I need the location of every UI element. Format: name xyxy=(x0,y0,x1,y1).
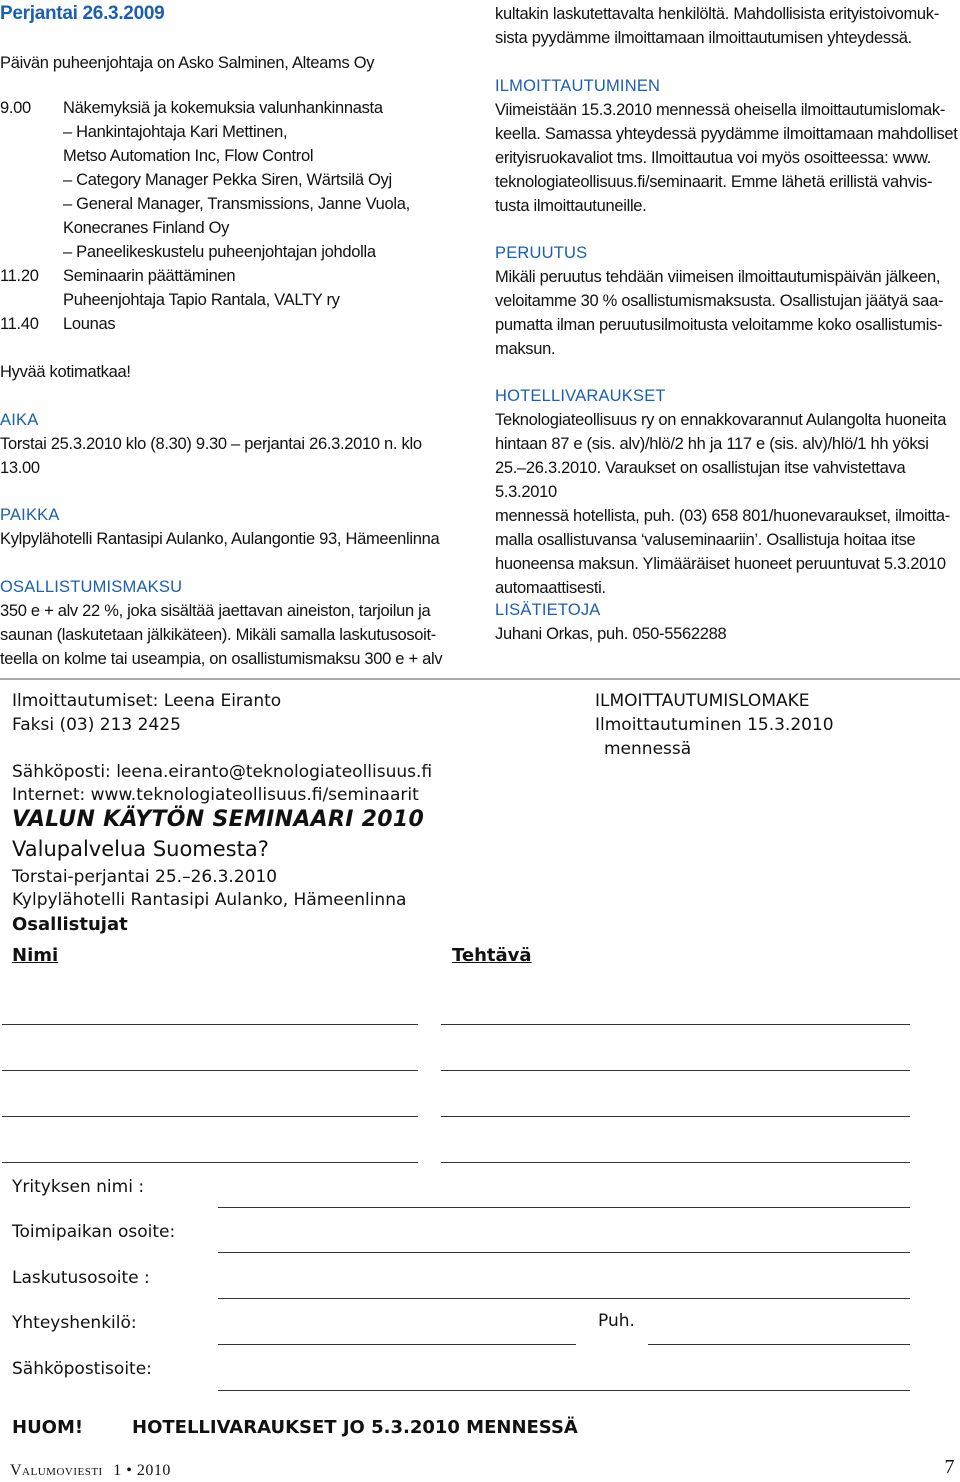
participant-role-line[interactable] xyxy=(441,1070,910,1071)
hot-line: automaattisesti. xyxy=(495,579,606,597)
maksu-line: 350 e + alv 22 %, joka sisältää jaettavan aineiston, tarjoilun ja xyxy=(0,602,431,620)
ilm-line: tusta ilmoittautuneille. xyxy=(495,197,647,215)
per-line: maksun. xyxy=(495,340,556,358)
intro-line: kultakin laskutettavalta henkilöltä. Mahdollisista erityistoivomuk- xyxy=(495,5,939,23)
form-box-title: ILMOITTAUTUMISLOMAKE xyxy=(595,691,810,711)
page-number: 7 xyxy=(944,1456,955,1478)
ilm-line: teknologiateollisuus.fi/seminaarit. Emme lähetä erillistä vahvis- xyxy=(495,173,933,191)
schedule-item xyxy=(0,96,470,264)
ilm-line: Viimeistään 15.3.2010 mennessä oheisella ilmoittautumislomak- xyxy=(495,101,946,119)
maksu-line: saunan (laskutetaan jälkikäteen). Mikäli samalla laskutusosoit- xyxy=(0,626,436,644)
aika-line: Torstai 25.3.2010 klo (8.30) 9.30 – perjantai 26.3.2010 n. klo xyxy=(0,435,422,453)
hot-line: huoneensa maksun. Ylimääräiset huoneet peruuntuvat 5.3.2010 xyxy=(495,555,946,573)
schedule-line: Puheenjohtaja Tapio Rantala, VALTY ry xyxy=(63,291,340,309)
address-label: Toimipaikan osoite: xyxy=(12,1222,176,1242)
publication-issue: 1 • 2010 xyxy=(113,1462,171,1479)
hotellivaraukset-heading: HOTELLIVARAUKSET xyxy=(495,387,666,405)
aika-line: 13.00 xyxy=(0,459,40,477)
ilm-line: keella. Samassa yhteydessä pyydämme ilmoittamaan mahdolliset xyxy=(495,125,958,143)
form-box-deadline-2: mennessä xyxy=(604,739,692,759)
hot-line: 25.–26.3.2010. Varaukset on osallistujan itse vahvistettava 5.3.2010 xyxy=(495,459,906,501)
contact-name: Ilmoittautumiset: Leena Eiranto xyxy=(12,691,282,711)
schedule-line: Metso Automation Inc, Flow Control xyxy=(63,147,314,165)
contact-email: Sähköposti: leena.eiranto@teknologiateollisuus.fi xyxy=(12,762,433,782)
maksu-text xyxy=(0,599,470,671)
seminar-dates: Torstai-perjantai 25.–26.3.2010 xyxy=(12,867,278,887)
contact-person-label: Yhteyshenkilö: xyxy=(12,1313,137,1333)
participant-name-line[interactable] xyxy=(2,1116,418,1117)
maksu-heading: OSALLISTUMISMAKSU xyxy=(0,578,183,596)
billing-input-line[interactable] xyxy=(218,1298,910,1299)
schedule-item xyxy=(0,264,470,312)
note-text: HOTELLIVARAUKSET JO 5.3.2010 MENNESSÄ xyxy=(132,1417,578,1438)
ilmoittautuminen-text xyxy=(495,98,960,218)
schedule-line: Lounas xyxy=(63,315,116,333)
participant-name-line[interactable] xyxy=(2,1070,418,1071)
paikka-text: Kylpylähotelli Rantasipi Aulanko, Aulangontie 93, Hämeenlinna xyxy=(0,530,440,548)
aika-heading: AIKA xyxy=(0,411,39,429)
company-label: Yrityksen nimi : xyxy=(12,1177,145,1197)
schedule-line: Konecranes Finland Oy xyxy=(63,219,230,237)
role-column-header: Tehtävä xyxy=(452,945,532,966)
note-label: HUOM! xyxy=(12,1417,84,1438)
lisatietoja-heading: LISÄTIETOJA xyxy=(495,601,601,619)
intro-text xyxy=(495,2,960,50)
schedule-time: 11.20 xyxy=(0,267,39,285)
peruutus-text xyxy=(495,265,960,361)
participants-label: Osallistujat xyxy=(12,914,128,935)
schedule-time: 11.40 xyxy=(0,315,39,333)
per-line: Mikäli peruutus tehdään viimeisen ilmoittautumispäivän jälkeen, xyxy=(495,268,941,286)
maksu-line: teella on kolme tai useampia, on osallistumismaksu 300 e + alv xyxy=(0,650,443,668)
paikka-heading: PAIKKA xyxy=(0,506,60,524)
participant-name-line[interactable] xyxy=(2,1162,418,1163)
seminar-title: VALUN KÄYTÖN SEMINAARI 2010 xyxy=(12,807,425,832)
billing-label: Laskutusosoite : xyxy=(12,1268,150,1288)
schedule-body xyxy=(63,96,470,264)
contact-fax: Faksi (03) 213 2425 xyxy=(12,715,181,735)
seminar-venue: Kylpylähotelli Rantasipi Aulanko, Hämeenlinna xyxy=(12,890,407,910)
hot-line: Teknologiateollisuus ry on ennakkovarannut Aulangolta huoneita xyxy=(495,411,947,429)
participant-role-line[interactable] xyxy=(441,1024,910,1025)
participant-name-line[interactable] xyxy=(2,1024,418,1025)
peruutus-heading: PERUUTUS xyxy=(495,244,588,262)
schedule-body xyxy=(63,312,470,336)
seminar-subtitle: Valupalvelua Suomesta? xyxy=(12,837,269,861)
closing-text: Hyvää kotimatkaa! xyxy=(0,363,131,381)
hot-line: mennessä hotellista, puh. (03) 658 801/huonevaraukset, ilmoitta- xyxy=(495,507,950,525)
intro-line: sista pyydämme ilmoittamaan ilmoittautumisen yhteydessä. xyxy=(495,29,912,47)
section-divider xyxy=(0,678,960,680)
footer xyxy=(10,1456,955,1480)
chair-line: Päivän puheenjohtaja on Asko Salminen, Alteams Oy xyxy=(0,54,375,72)
company-input-line[interactable] xyxy=(218,1207,910,1208)
form-box-deadline: Ilmoittautuminen 15.3.2010 xyxy=(595,715,834,735)
email-label: Sähköpostisoite: xyxy=(12,1359,152,1379)
hotellivaraukset-text xyxy=(495,408,960,600)
participant-role-line[interactable] xyxy=(441,1116,910,1117)
schedule-line: Näkemyksiä ja kokemuksia valunhankinnasta xyxy=(63,99,383,117)
schedule-time: 9.00 xyxy=(0,99,31,117)
ilmoittautuminen-heading: ILMOITTAUTUMINEN xyxy=(495,77,661,95)
schedule xyxy=(0,96,470,336)
hot-line: malla osallistuvansa ‘valuseminaariin’. Osallistuja hoitaa itse xyxy=(495,531,916,549)
publication-name: Valumoviesti xyxy=(10,1462,103,1479)
address-input-line[interactable] xyxy=(218,1252,910,1253)
name-column-header: Nimi xyxy=(12,945,59,966)
day-title: Perjantai 26.3.2009 xyxy=(0,3,165,24)
contact-person-input-line[interactable] xyxy=(218,1344,576,1345)
email-input-line[interactable] xyxy=(218,1390,910,1391)
per-line: veloitamme 30 % osallistumismaksusta. Osallistujan jäätyä saa- xyxy=(495,292,944,310)
ilm-line: erityisruokavaliot tms. Ilmoittautua voi myös osoitteessa: www. xyxy=(495,149,931,167)
phone-input-line[interactable] xyxy=(648,1344,910,1345)
schedule-line: – Hankintajohtaja Kari Mettinen, xyxy=(63,123,288,141)
participant-role-line[interactable] xyxy=(441,1162,910,1163)
schedule-body xyxy=(63,264,470,312)
phone-label: Puh. xyxy=(598,1311,635,1331)
schedule-line: Seminaarin päättäminen xyxy=(63,267,236,285)
per-line: pumatta ilman peruutusilmoitusta veloitamme koko osallistumis- xyxy=(495,316,943,334)
contact-internet: Internet: www.teknologiateollisuus.fi/seminaarit xyxy=(12,785,419,805)
schedule-line: – Category Manager Pekka Siren, Wärtsilä Oyj xyxy=(63,171,392,189)
schedule-line: – Paneelikeskustelu puheenjohtajan johdolla xyxy=(63,243,376,261)
hot-line: hintaan 87 e (sis. alv)/hlö/2 hh ja 117 e (sis. alv)/hlö/1 hh yöksi xyxy=(495,435,929,453)
schedule-line: – General Manager, Transmissions, Janne Vuola, xyxy=(63,195,410,213)
schedule-item xyxy=(0,312,470,336)
aika-text xyxy=(0,432,470,480)
lisatietoja-text: Juhani Orkas, puh. 050-5562288 xyxy=(495,625,727,643)
